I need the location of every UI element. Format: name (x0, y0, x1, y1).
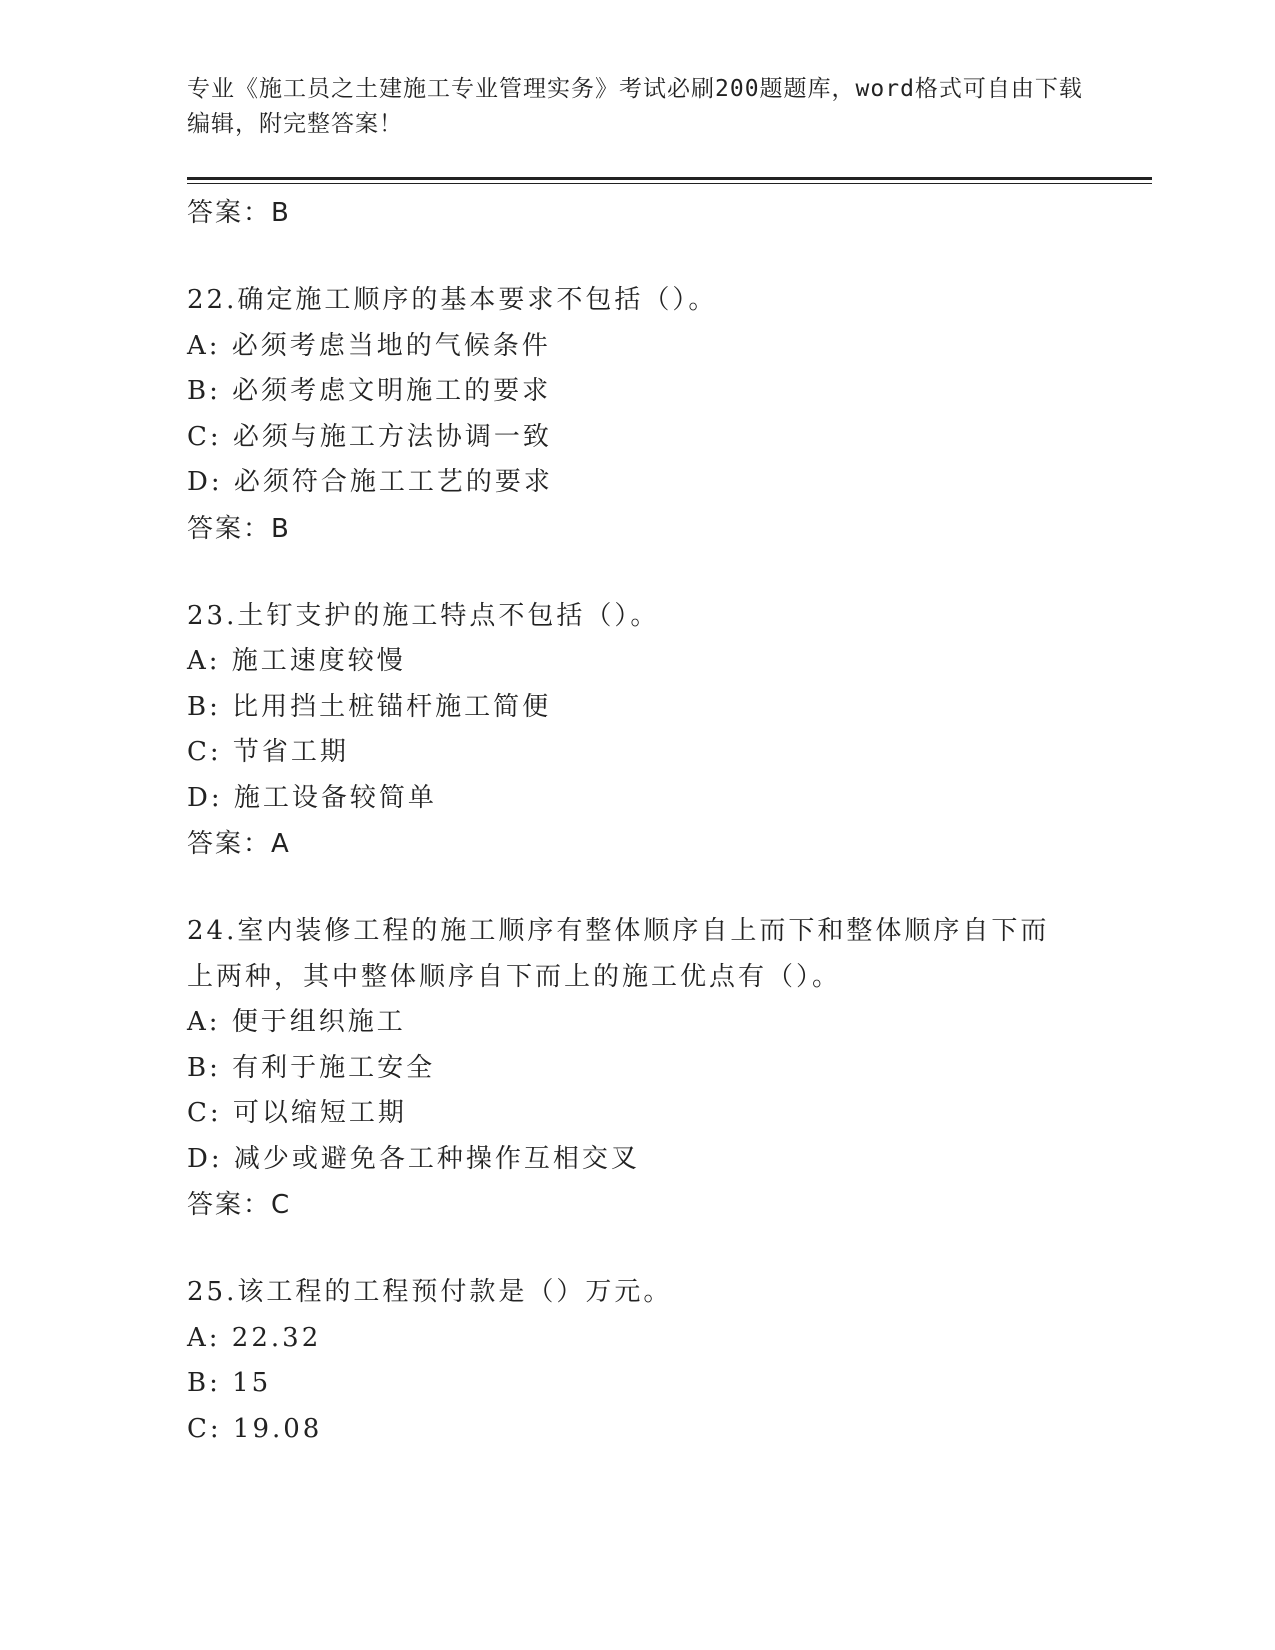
question-block-23 (187, 594, 1087, 868)
option-b: B: 15 (187, 1368, 272, 1398)
question-text: 25.该工程的工程预付款是（）万元。 (187, 1277, 673, 1307)
option-c: C: 可以缩短工期 (187, 1098, 407, 1128)
question-text: 24.室内装修工程的施工顺序有整体顺序自上而下和整体顺序自下而上两种，其中整体顺序自下而上的施工优点有（）。 (187, 916, 1050, 992)
question-block-24 (187, 909, 1087, 1228)
option-c: C: 必须与施工方法协调一致 (187, 421, 552, 452)
question-text: 23.土钉支护的施工特点不包括（）。 (187, 600, 660, 631)
spacer (187, 1228, 1087, 1270)
header-divider (187, 177, 1152, 180)
header-divider-thin (187, 183, 1152, 184)
option-a: A: 22.32 (187, 1322, 322, 1353)
question-text: 22.确定施工顺序的基本要求不包括（）。 (187, 285, 718, 315)
option-d: D: 减少或避免各工种操作互相交叉 (187, 1143, 640, 1174)
answer-line: 答案：B (187, 198, 291, 228)
spacer (187, 552, 1087, 594)
question-block-22 (187, 278, 1087, 552)
option-a: A: 必须考虑当地的气候条件 (187, 330, 551, 361)
option-b: B: 有利于施工安全 (187, 1052, 436, 1083)
option-c: C: 节省工期 (187, 737, 349, 767)
answer-line: 答案：C (187, 1190, 292, 1220)
header-description: 专业《施工员之土建施工专业管理实务》考试必刷200题题库，word格式可自由下载编辑，附完整答案！ (187, 76, 1083, 137)
spacer (187, 236, 1087, 278)
answer-line: 答案：B (187, 513, 291, 544)
option-a: A: 施工速度较慢 (187, 646, 406, 676)
spacer (187, 867, 1087, 909)
option-c: C: 19.08 (187, 1413, 323, 1444)
option-d: D: 施工设备较简单 (187, 782, 437, 813)
question-block-25 (187, 1270, 1087, 1452)
option-b: B: 必须考虑文明施工的要求 (187, 376, 552, 406)
option-d: D: 必须符合施工工艺的要求 (187, 467, 553, 497)
option-a: A: 便于组织施工 (187, 1007, 406, 1037)
answer-line: 答案：A (187, 829, 291, 859)
option-b: B: 比用挡土桩锚杆施工简便 (187, 691, 552, 722)
question-content (187, 190, 1087, 1452)
